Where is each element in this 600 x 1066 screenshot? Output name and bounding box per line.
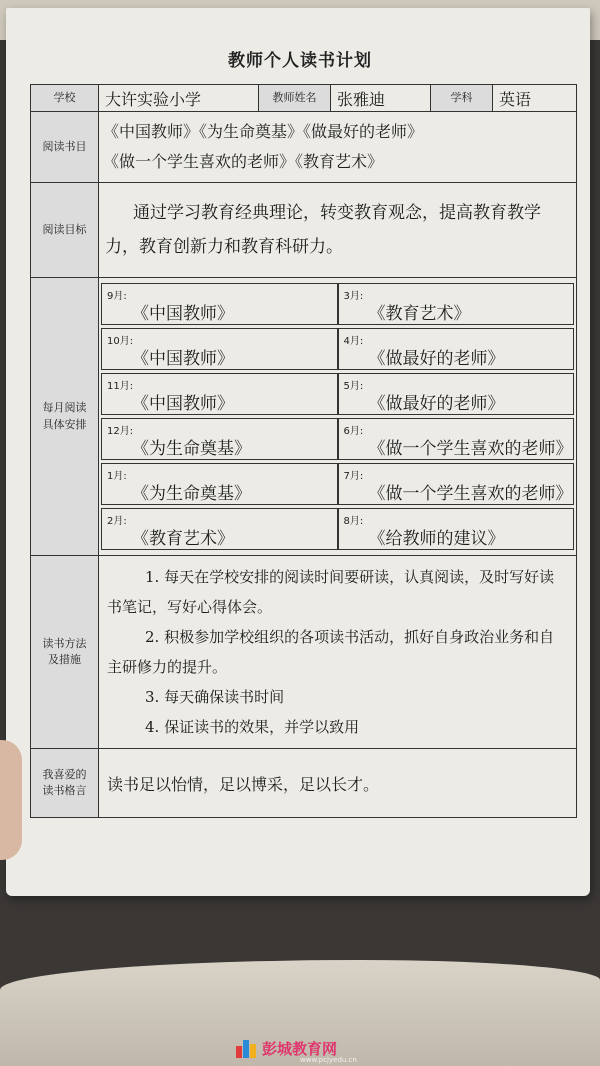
month-book: 《做最好的老师》 bbox=[368, 349, 505, 369]
month-book: 《做最好的老师》 bbox=[368, 394, 505, 414]
month-label: 12月: bbox=[107, 426, 134, 437]
books-line-2: 《做一个学生喜欢的老师》《教育艺术》 bbox=[103, 152, 384, 171]
finger bbox=[0, 740, 22, 860]
monthly-grid bbox=[101, 280, 574, 553]
motto-label-line-2: 读书格言 bbox=[42, 784, 87, 797]
methods-label-line-2: 及措施 bbox=[48, 653, 81, 666]
method-item: 4. 保证读书的效果，并学以致用 bbox=[145, 718, 360, 736]
month-row bbox=[101, 283, 574, 325]
books-row bbox=[31, 112, 577, 183]
month-label: 4月: bbox=[343, 336, 364, 347]
methods-label-line-1: 读书方法 bbox=[42, 636, 87, 650]
month-row bbox=[101, 508, 574, 550]
methods-label bbox=[31, 556, 99, 749]
month-cell-right bbox=[338, 463, 575, 505]
motto-label-line-1: 我喜爱的 bbox=[42, 767, 87, 781]
month-row bbox=[101, 418, 574, 460]
month-row bbox=[101, 373, 574, 415]
month-cell-left bbox=[101, 283, 338, 325]
monthly-label bbox=[31, 278, 99, 556]
method-item: 1. 每天在学校安排的阅读时间要研读，认真阅读，及时写好读书笔记，写好心得体会。 bbox=[107, 568, 555, 616]
month-cell-left bbox=[101, 463, 338, 505]
motto-label bbox=[31, 749, 99, 818]
month-cell-right bbox=[338, 373, 575, 415]
month-cell-left bbox=[101, 418, 338, 460]
subject-label: 学科 bbox=[431, 85, 493, 112]
month-book: 《给教师的建议》 bbox=[368, 529, 505, 549]
month-book: 《做一个学生喜欢的老师》 bbox=[368, 439, 573, 459]
month-label: 9月: bbox=[107, 291, 127, 302]
month-book: 《教育艺术》 bbox=[368, 304, 471, 324]
month-label: 5月: bbox=[343, 381, 364, 392]
methods-row bbox=[31, 556, 577, 749]
monthly-grid-cell bbox=[99, 278, 577, 556]
month-book: 《中国教师》 bbox=[132, 304, 234, 324]
month-cell-right bbox=[338, 508, 575, 550]
motto-row bbox=[31, 749, 577, 818]
month-cell-left bbox=[101, 508, 338, 550]
month-label: 10月: bbox=[107, 336, 134, 347]
month-label: 3月: bbox=[343, 291, 364, 302]
month-book: 《中国教师》 bbox=[132, 349, 234, 369]
subject-value: 英语 bbox=[493, 85, 577, 112]
school-label: 学校 bbox=[31, 85, 99, 112]
month-label: 6月: bbox=[343, 426, 364, 437]
month-label: 1月: bbox=[107, 471, 127, 482]
month-label: 8月: bbox=[343, 516, 364, 527]
month-book: 《为生命奠基》 bbox=[132, 484, 251, 504]
books-line-1: 《中国教师》《为生命奠基》《做最好的老师》 bbox=[103, 122, 424, 141]
teacher-label: 教师姓名 bbox=[259, 85, 331, 112]
month-book: 《教育艺术》 bbox=[132, 529, 234, 549]
books-label: 阅读书目 bbox=[31, 112, 99, 183]
monthly-row bbox=[31, 278, 577, 556]
books-logo-icon bbox=[236, 1040, 258, 1058]
header-row bbox=[31, 85, 577, 112]
reading-plan-table bbox=[30, 84, 577, 818]
page-title: 教师个人读书计划 bbox=[228, 51, 372, 71]
goal-text: 通过学习教育经典理论，转变教育观念，提高教育教学力，教育创新力和教育科研力。 bbox=[99, 183, 577, 278]
month-label: 2月: bbox=[107, 516, 127, 527]
teacher-value: 张雅迪 bbox=[331, 85, 431, 112]
month-cell-left bbox=[101, 373, 338, 415]
month-label: 7月: bbox=[343, 471, 364, 482]
month-cell-right bbox=[338, 328, 575, 370]
month-label: 11月: bbox=[107, 381, 134, 392]
month-book: 《为生命奠基》 bbox=[132, 439, 251, 459]
month-book: 《做一个学生喜欢的老师》 bbox=[368, 484, 573, 504]
methods-list bbox=[99, 556, 577, 749]
school-value: 大许实验小学 bbox=[99, 85, 259, 112]
monthly-label-line-2: 具体安排 bbox=[42, 417, 87, 431]
goal-row bbox=[31, 183, 577, 278]
method-item: 2. 积极参加学校组织的各项读书活动，抓好自身政治业务和自主研修力的提升。 bbox=[107, 628, 555, 676]
goal-label: 阅读目标 bbox=[31, 183, 99, 278]
month-row bbox=[101, 328, 574, 370]
month-book: 《中国教师》 bbox=[132, 394, 234, 414]
watermark-url: www.pcjyedu.cn bbox=[300, 1056, 357, 1064]
month-cell-left bbox=[101, 328, 338, 370]
month-row bbox=[101, 463, 574, 505]
watermark-name: 彭城教育网 bbox=[262, 1040, 338, 1058]
month-cell-right bbox=[338, 283, 575, 325]
motto-text: 读书足以怡情，足以博采，足以长才。 bbox=[99, 749, 577, 818]
monthly-label-line-1: 每月阅读 bbox=[42, 401, 87, 414]
month-cell-right bbox=[338, 418, 575, 460]
method-item: 3. 每天确保读书时间 bbox=[145, 688, 285, 706]
books-list bbox=[99, 112, 577, 183]
